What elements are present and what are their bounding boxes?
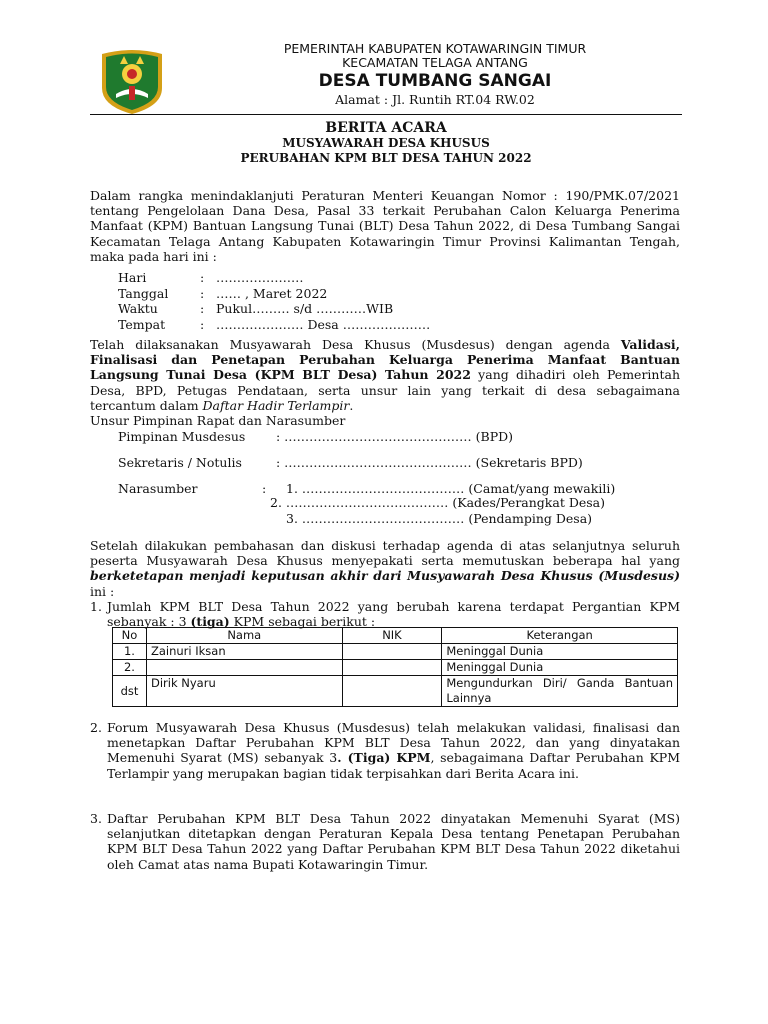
- table-cell-nik: [342, 660, 442, 676]
- decision-text-c: ini :: [90, 583, 115, 599]
- letterhead-line-2: KECAMATAN TELAGA ANTANG: [342, 55, 528, 70]
- schedule-value-waktu: Pukul……… s/d …………WIB: [216, 301, 394, 316]
- table-header-nik: NIK: [342, 628, 442, 644]
- table-row: [113, 644, 678, 660]
- unsur-heading: Unsur Pimpinan Rapat dan Narasumber: [90, 413, 346, 428]
- item-2-text-a: Forum Musyawarah Desa Khusus (Musdesus) telah melakukan validasi, finalisasi dan menetapkan Daftar Perubahan KPM BLT Desa Tahun 2022, dan yang dinyatakan Memenuhi Syarat (MS) sebanyak 3: [107, 720, 680, 766]
- table-cell-no: dst: [113, 676, 147, 707]
- item-1-number: 1.: [90, 599, 102, 614]
- schedule-label-hari: Hari: [118, 270, 147, 285]
- table-header-nama: Nama: [146, 628, 342, 644]
- table-cell-no: 1.: [113, 644, 147, 660]
- agenda-text-e: .: [349, 397, 354, 413]
- table-cell-keterangan: Meninggal Dunia: [442, 644, 678, 660]
- item-2-count-words: . (Tiga) KPM: [337, 750, 431, 766]
- narasumber-label: Narasumber: [118, 481, 198, 496]
- table-header-keterangan: Keterangan: [442, 628, 678, 644]
- sekretaris-value: : ……………………………………… (Sekretaris BPD): [276, 455, 583, 470]
- table-cell-nama: [146, 660, 342, 676]
- table-header-no: No: [113, 628, 147, 644]
- document-subtitle-1: MUSYAWARAH DESA KHUSUS: [282, 136, 490, 150]
- schedule-sep: :: [200, 317, 205, 332]
- narasumber-1: 1. ………………………………… (Camat/yang mewakili): [286, 481, 616, 496]
- item-3-text: Daftar Perubahan KPM BLT Desa Tahun 2022 dinyatakan Memenuhi Syarat (MS) selanjutkan ditetapkan dengan Peraturan Kepala Desa tentang Penetapan Perubahan KPM BLT Desa Tahun 2022 yang Daftar Perubahan KPM BLT Desa Tahun 2022 diketahui oleh Camat atas nama Bupati Kotawaringin Timur.: [107, 811, 680, 872]
- narasumber-3: 3. ………………………………… (Pendamping Desa): [286, 511, 593, 526]
- schedule-sep: :: [200, 270, 205, 285]
- table-cell-nama: Dirik Nyaru: [146, 676, 342, 707]
- attendance-reference: Daftar Hadir Terlampir: [202, 397, 350, 413]
- table-cell-keterangan: Meninggal Dunia: [442, 660, 678, 676]
- decision-paragraph: [90, 538, 680, 599]
- table-cell-nik: [342, 644, 442, 660]
- pimpinan-value: : ……………………………………… (BPD): [276, 429, 514, 444]
- schedule-label-tanggal: Tanggal: [118, 286, 169, 301]
- item-1-text-c: KPM sebagai berikut :: [229, 614, 376, 630]
- letterhead-village-name: DESA TUMBANG SANGAI: [318, 71, 552, 91]
- letterhead-address: Alamat : Jl. Runtih RT.04 RW.02: [335, 92, 535, 107]
- agenda-text-a: Telah dilaksanakan Musyawarah Desa Khusus (Musdesus) dengan agenda: [90, 337, 621, 352]
- letterhead-line-1: PEMERINTAH KABUPATEN KOTAWARINGIN TIMUR: [283, 41, 587, 56]
- document-subtitle-2: PERUBAHAN KPM BLT DESA TAHUN 2022: [240, 151, 532, 165]
- narasumber-2: 2. ………………………………… (Kades/Perangkat Desa): [270, 495, 605, 510]
- decision-emphasis: berketetapan menjadi keputusan akhir dari Musyawarah Desa Khusus (Musdesus): [90, 568, 680, 584]
- schedule-value-hari: …………………: [216, 270, 304, 285]
- document-title: BERITA ACARA: [325, 120, 447, 136]
- schedule-label-tempat: Tempat: [118, 317, 166, 332]
- document-title-block: [90, 120, 682, 166]
- intro-paragraph: Dalam rangka menindaklanjuti Peraturan Menteri Keuangan Nomor : 190/PMK.07/2021 tentang Pengelolaan Dana Desa, Pasal 33 terkait Perubahan Calon Keluarga Penerima Manfaat (KPM) Bantuan Langsung Tunai (BLT) Desa Tahun 2022, di Desa Tumbang Sangai Kecamatan Telaga Antang Kabupaten Kotawaringin Timur Provinsi Kalimantan Tengah, maka pada hari ini :: [90, 188, 680, 264]
- agenda-paragraph: [90, 337, 680, 413]
- table-cell-nama: Zainuri Iksan: [146, 644, 342, 660]
- schedule-value-tempat: ………………… Desa …………………: [216, 317, 431, 332]
- item-1-text: [107, 599, 680, 629]
- table-cell-keterangan: Mengundurkan Diri/ Ganda Bantuan Lainnya: [442, 676, 678, 707]
- schedule-sep: :: [200, 286, 205, 301]
- table-row: [113, 676, 678, 707]
- pimpinan-label: Pimpinan Musdesus: [118, 429, 246, 444]
- table-cell-no: 2.: [113, 660, 147, 676]
- table-cell-nik: [342, 676, 442, 707]
- kpm-change-table: [112, 627, 678, 707]
- agenda-text-c: yang dihadiri oleh Pemerintah Desa, BPD, Petugas Pendataan, serta unsur lain yang terkait di desa sebagaimana tercantum dalam: [90, 367, 680, 413]
- regency-logo-icon: [96, 44, 168, 116]
- letterhead: [200, 42, 670, 108]
- table-row: [113, 660, 678, 676]
- item-1-count-words: (tiga): [190, 614, 230, 630]
- narasumber-sep: :: [262, 481, 267, 496]
- agenda-title: Validasi, Finalisasi dan Penetapan Perubahan Keluarga Penerima Manfaat Bantuan Langsung Tunai Desa (KPM BLT Desa) Tahun 2022: [90, 337, 680, 383]
- letterhead-divider: [90, 114, 682, 115]
- schedule-label-waktu: Waktu: [118, 301, 158, 316]
- item-2-text: [107, 720, 680, 781]
- item-2-number: 2.: [90, 720, 102, 735]
- item-3-number: 3.: [90, 811, 102, 826]
- item-2-text-c: , sebagaimana Daftar Perubahan KPM Terlampir yang merupakan bagian tidak terpisahkan dari Berita Acara ini.: [107, 750, 680, 781]
- schedule-sep: :: [200, 301, 205, 316]
- decision-text-a: Setelah dilakukan pembahasan dan diskusi terhadap agenda di atas selanjutnya seluruh peserta Musyawarah Desa Khusus menyepakati serta memutuskan beberapa hal yang: [90, 538, 680, 569]
- schedule-value-tanggal: …… , Maret 2022: [216, 286, 328, 301]
- sekretaris-label: Sekretaris / Notulis: [118, 455, 242, 470]
- table-header-row: [113, 628, 678, 644]
- item-1-text-a: Jumlah KPM BLT Desa Tahun 2022 yang berubah karena terdapat Pergantian KPM sebanyak : 3: [107, 599, 680, 630]
